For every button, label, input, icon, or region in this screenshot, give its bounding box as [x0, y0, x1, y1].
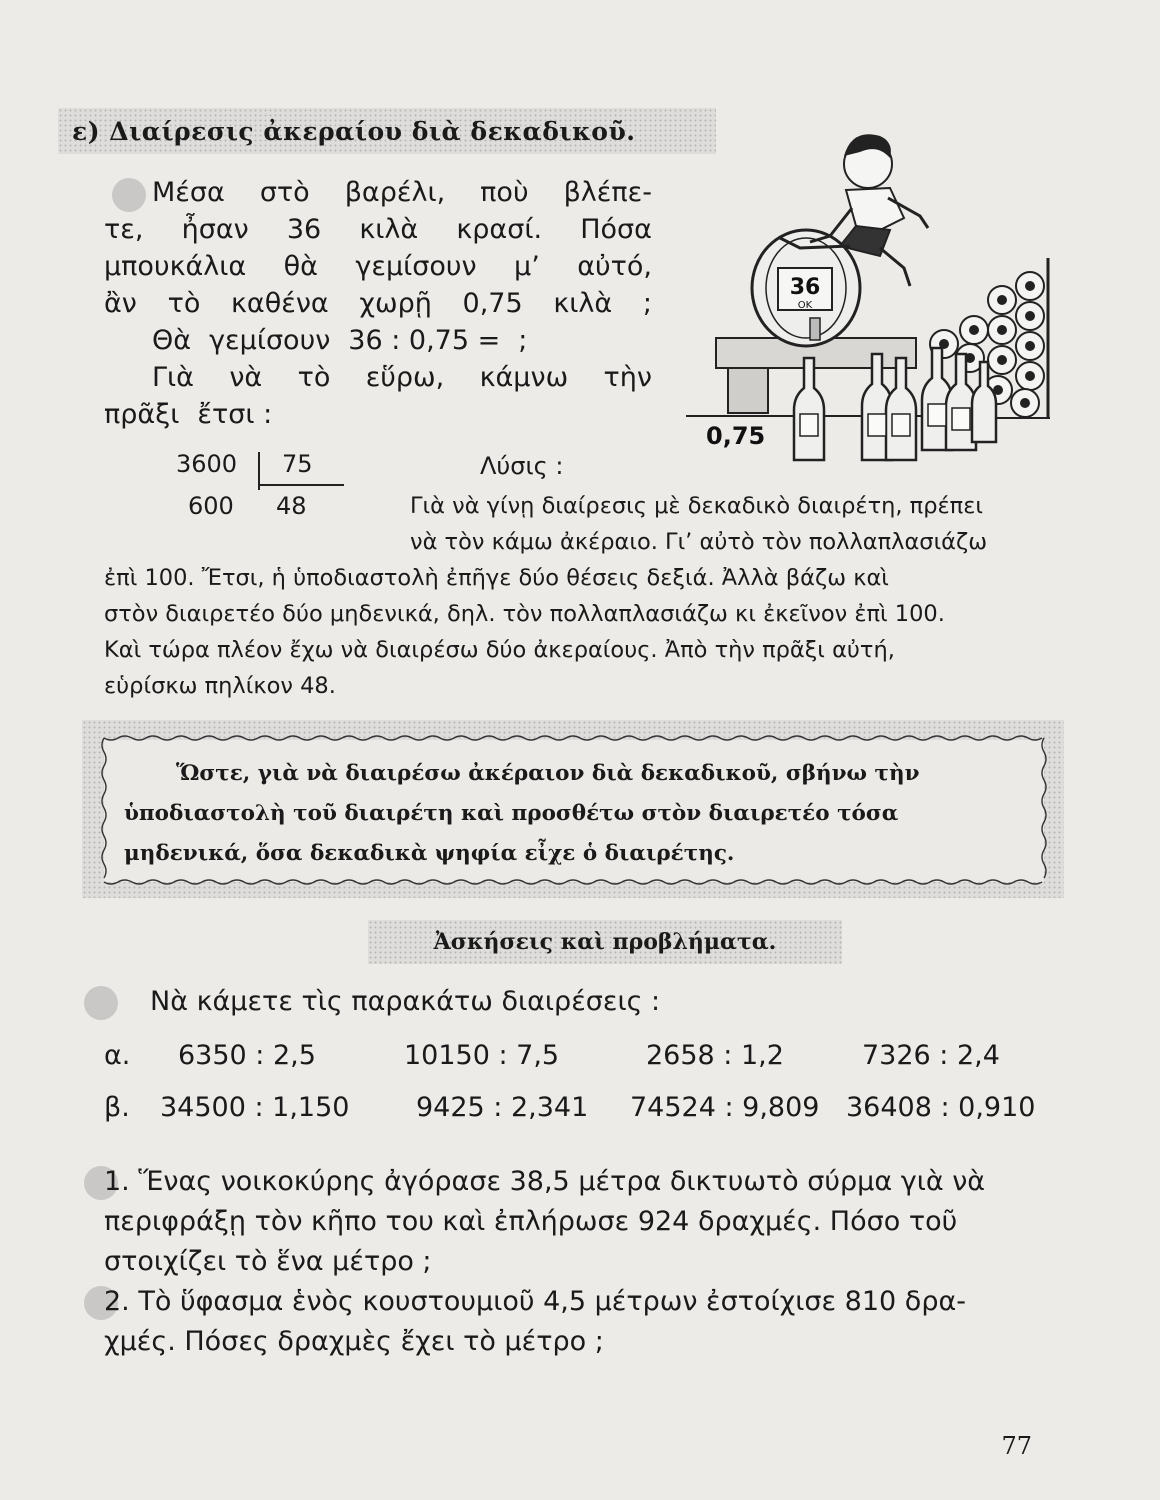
explanation-line: νὰ τὸν κάμω ἀκέραιο. Γι’ αὐτὸ τὸν πολλαπλασιάζω [410, 529, 988, 555]
bottle-capacity-label: 0,75 [706, 422, 766, 450]
division-quotient: 48 [276, 492, 307, 520]
division-dividend: 3600 [176, 450, 238, 478]
intro-word: τὴν [603, 362, 652, 393]
problem-2 [104, 1282, 1054, 1362]
explanation-line: Καὶ τώρα πλέον ἔχω νὰ διαιρέσω δύο ἀκεραίους. Ἀπὸ τὴν πρᾶξι αὐτή, [104, 637, 895, 663]
explanation-line: στὸν διαιρετέο δύο μηδενικά, δηλ. τὸν πολλαπλασιάζω κι ἐκεῖνον ἐπὶ 100. [104, 601, 945, 627]
intro-line [104, 324, 652, 361]
exercise-item: 2658 : 1,2 [646, 1040, 784, 1071]
intro-word: κιλὰ [553, 288, 613, 319]
intro-line [104, 213, 652, 250]
intro-word: τὸ [167, 288, 201, 319]
intro-word: κρασί. [456, 214, 543, 245]
intro-word: ποὺ [480, 177, 529, 208]
exercise-item: 74524 : 9,809 [630, 1092, 820, 1123]
intro-word: ἂν [104, 288, 137, 319]
intro-word: τε, [104, 214, 144, 245]
intro-line [104, 287, 652, 324]
exercise-item: 10150 : 7,5 [404, 1040, 560, 1071]
intro-word: εὕρω, [365, 362, 445, 393]
solution-label: Λύσις : [480, 452, 564, 480]
intro-word: κάμνω [479, 362, 569, 393]
explanation-line: ἐπὶ 100. Ἔτσι, ἡ ὑποδιαστολὴ ἐπῆγε δύο θέσεις δεξιά. Ἀλλὰ βάζω καὶ [104, 565, 889, 591]
intro-word: ἦσαν [181, 214, 249, 245]
explanation-line: Γιὰ νὰ γίνῃ διαίρεσις μὲ δεκαδικὸ διαιρέτη, πρέπει [410, 493, 983, 519]
intro-word: Μέσα [152, 177, 225, 208]
problem-line: 1. Ἕνας νοικοκύρης ἀγόρασε 38,5 μέτρα δικτυωτὸ σύρμα γιὰ νὰ [104, 1166, 986, 1197]
intro-paragraph [104, 176, 652, 435]
intro-word: Πόσα [580, 214, 652, 245]
barrel-number: 36 [789, 275, 821, 300]
intro-word: βαρέλι, [344, 177, 446, 208]
problem-1 [104, 1162, 1054, 1282]
intro-word: ; [518, 325, 528, 356]
exercise-item: 7326 : 2,4 [862, 1040, 1000, 1071]
exercise-item: 6350 : 2,5 [178, 1040, 316, 1071]
intro-line [104, 250, 652, 287]
problem-line: περιφράξῃ τὸν κῆπο του καὶ ἐπλήρωσε 924 δραχμές. Πόσο τοῦ [104, 1206, 958, 1237]
intro-word: Θὰ [152, 325, 192, 356]
intro-word: χωρῇ [359, 288, 432, 319]
exercise-instruction: Νὰ κάμετε τὶς παρακάτω διαιρέσεις : [150, 986, 661, 1017]
intro-line [104, 398, 652, 435]
section-title-text: ε) Διαίρεσις ἀκεραίου διὰ δεκαδικοῦ. [72, 116, 636, 146]
intro-word: 36 [286, 214, 322, 245]
bullet-dot [84, 986, 118, 1020]
intro-word: στὸ [259, 177, 310, 208]
intro-line [104, 176, 652, 213]
exercise-item: 34500 : 1,150 [160, 1092, 350, 1123]
intro-word: τὸ [297, 362, 331, 393]
intro-word: κιλὰ [359, 214, 419, 245]
intro-word: πρᾶξι [104, 399, 180, 430]
exercise-item: 36408 : 0,910 [846, 1092, 1036, 1123]
intro-word: θὰ [283, 251, 318, 282]
division-horizontal-bar [258, 484, 344, 486]
page-number: 77 [1001, 1432, 1032, 1460]
intro-word: ; [642, 288, 652, 319]
intro-word: βλέπε- [563, 177, 652, 208]
exercise-row-label: α. [104, 1040, 131, 1071]
section-title [58, 108, 716, 154]
rule-box [82, 720, 1064, 898]
intro-word: Γιὰ [152, 362, 194, 393]
exercise-item: 9425 : 2,341 [416, 1092, 589, 1123]
barrel-illustration [680, 118, 1060, 468]
explanation-line: εὑρίσκω πηλίκον 48. [104, 673, 336, 699]
intro-word: 0,75 [462, 288, 523, 319]
intro-line [104, 361, 652, 398]
problem-line: στοιχίζει τὸ ἕνα μέτρο ; [104, 1246, 432, 1277]
intro-word: αὐτό, [577, 251, 652, 282]
exercise-row-label: β. [104, 1092, 130, 1123]
rule-text [124, 754, 1006, 874]
intro-word: μπουκάλια [104, 251, 247, 282]
problem-number: 2. [104, 1286, 130, 1317]
intro-word: νὰ [229, 362, 263, 393]
rule-line: μηδενικά, ὅσα δεκαδικὰ ψηφία εἶχε ὁ διαιρέτης. [124, 841, 735, 866]
intro-word: καθένα [231, 288, 329, 319]
problem-line: χμές. Πόσες δραχμὲς ἔχει τὸ μέτρο ; [104, 1326, 604, 1357]
division-remainder: 600 [188, 492, 234, 520]
intro-word: γεμίσουν [209, 325, 331, 356]
intro-word: 36 : 0,75 = [348, 325, 501, 356]
intro-word: γεμίσουν [355, 251, 477, 282]
intro-word: ἔτσι : [197, 399, 273, 430]
problem-number: 1. [104, 1166, 130, 1197]
rule-line: Ὥστε, γιὰ νὰ διαιρέσω ἀκέραιον διὰ δεκαδικοῦ, σβήνω τὴν [176, 761, 920, 786]
rule-line: ὑποδιαστολὴ τοῦ διαιρέτη καὶ προσθέτω στὸν διαιρετέο τόσα [124, 801, 899, 826]
exercises-title: Ἀσκήσεις καὶ προβλήματα. [368, 920, 842, 964]
division-divisor: 75 [282, 450, 313, 478]
problem-line: 2. Τὸ ὕφασμα ἑνὸς κουστουμιοῦ 4,5 μέτρων ἐστοίχισε 810 δρα- [104, 1286, 966, 1317]
barrel-unit: ΟΚ [797, 300, 813, 311]
intro-word: μ’ [514, 251, 540, 282]
